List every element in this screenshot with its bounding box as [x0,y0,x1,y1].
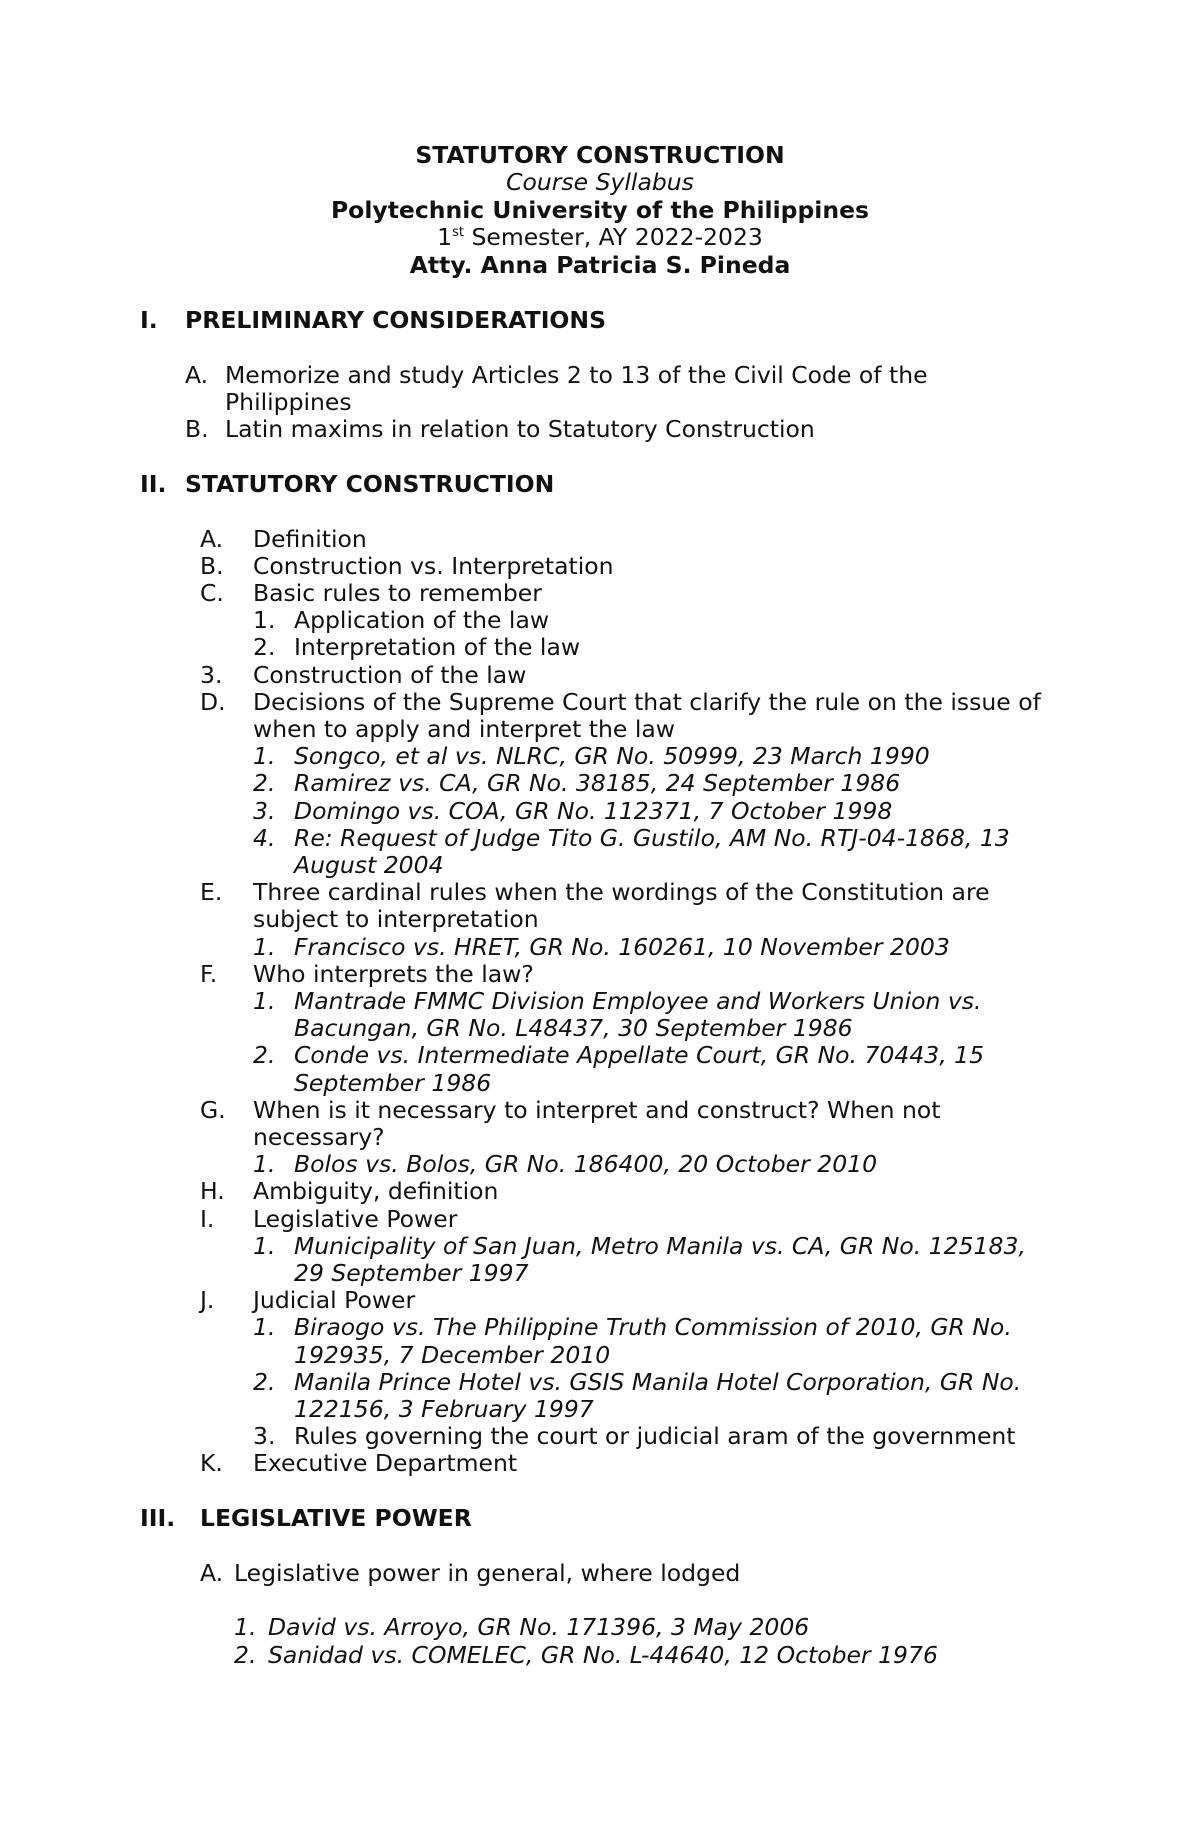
sub-item-marker: 2. [253,633,276,661]
case-citation: 29 September 1997 [294,1259,529,1287]
list-item: Construction of the law [253,661,527,689]
case-marker: 2. [234,1641,257,1669]
case-citation: Sanidad vs. COMELEC, GR No. L-44640, 12 October 1976 [268,1641,938,1669]
case-marker: 2. [253,1368,276,1396]
section-heading: LEGISLATIVE POWER [200,1504,472,1532]
list-item-marker: B. [185,415,209,443]
list-item-marker: I. [200,1205,215,1233]
case-citation: Ramirez vs. CA, GR No. 38185, 24 September 1986 [294,769,901,797]
case-citation: Francisco vs. HRET, GR No. 160261, 10 November 2003 [294,933,950,961]
list-item: Executive Department [253,1449,518,1477]
list-item: necessary? [253,1123,385,1151]
case-citation: August 2004 [294,851,444,879]
case-marker: 1. [253,1313,276,1341]
list-item: subject to interpretation [253,905,539,933]
list-item: When is it necessary to interpret and construct? When not [253,1096,941,1124]
instructor-name: Atty. Anna Patricia S. Pineda [409,251,791,279]
case-citation: Mantrade FMMC Division Employee and Workers Union vs. [294,987,982,1015]
sub-item: Application of the law [294,606,550,634]
document-title: STATUTORY CONSTRUCTION [415,141,785,169]
sub-item: Interpretation of the law [294,633,581,661]
case-marker: 4. [253,824,276,852]
case-marker: 1. [253,987,276,1015]
case-marker: 1. [253,742,276,770]
sub-item-marker: 3. [253,1422,276,1450]
list-item: Ambiguity, definition [253,1177,499,1205]
list-item: Philippines [225,388,352,416]
list-item: Decisions of the Supreme Court that clarify the rule on the issue of [253,688,1041,716]
list-item: Judicial Power [253,1286,416,1314]
section-heading: PRELIMINARY CONSIDERATIONS [185,306,607,334]
list-item-marker: J. [200,1286,215,1314]
semester-line: 1st Semester, AY 2022-2023 [437,223,763,251]
list-item: Legislative Power [253,1205,458,1233]
list-item-marker: H. [200,1177,225,1205]
list-item: Memorize and study Articles 2 to 13 of the Civil Code of the [225,361,928,389]
case-citation: Municipality of San Juan, Metro Manila vs. CA, GR No. 125183, [294,1232,1026,1260]
list-item: when to apply and interpret the law [253,715,675,743]
section-numeral: I. [140,306,158,334]
case-citation: Songco, et al vs. NLRC, GR No. 50999, 23 March 1990 [294,742,930,770]
list-item-marker: A. [185,361,209,389]
list-item-marker: B. [200,552,224,580]
section-numeral: II. [140,470,167,498]
case-citation: September 1986 [294,1069,492,1097]
case-citation: Bolos vs. Bolos, GR No. 186400, 20 October 2010 [294,1150,878,1178]
case-marker: 1. [234,1613,257,1641]
case-marker: 2. [253,769,276,797]
case-marker: 3. [253,797,276,825]
section-heading: STATUTORY CONSTRUCTION [185,470,555,498]
list-item: Who interprets the law? [253,960,534,988]
list-item: Basic rules to remember [253,579,542,607]
case-citation: 122156, 3 February 1997 [294,1395,594,1423]
list-item: Three cardinal rules when the wordings of the Constitution are [253,878,990,906]
section-numeral: III. [140,1504,176,1532]
list-item-marker: G. [200,1096,226,1124]
list-item-marker: A. [200,1559,224,1587]
case-citation: Conde vs. Intermediate Appellate Court, GR No. 70443, 15 [294,1041,985,1069]
case-marker: 2. [253,1041,276,1069]
case-citation: Biraogo vs. The Philippine Truth Commission of 2010, GR No. [294,1313,1012,1341]
case-marker: 1. [253,1232,276,1260]
list-item: Legislative power in general, where lodged [234,1559,741,1587]
list-item-marker: A. [200,525,224,553]
list-item-marker: C. [200,579,224,607]
sub-item: Rules governing the court or judicial aram of the government [294,1422,1016,1450]
list-item-marker: 3. [200,661,223,689]
list-item-marker: D. [200,688,226,716]
case-citation: David vs. Arroyo, GR No. 171396, 3 May 2006 [268,1613,810,1641]
case-citation: Manila Prince Hotel vs. GSIS Manila Hotel Corporation, GR No. [294,1368,1022,1396]
case-citation: Bacungan, GR No. L48437, 30 September 1986 [294,1014,853,1042]
list-item-marker: K. [200,1449,223,1477]
case-marker: 1. [253,1150,276,1178]
case-citation: Re: Request of Judge Tito G. Gustilo, AM No. RTJ-04-1868, 13 [294,824,1010,852]
institution-name: Polytechnic University of the Philippines [330,196,870,224]
list-item: Definition [253,525,367,553]
case-citation: Domingo vs. COA, GR No. 112371, 7 October 1998 [294,797,893,825]
sub-item-marker: 1. [253,606,276,634]
list-item: Latin maxims in relation to Statutory Construction [225,415,815,443]
list-item-marker: F. [200,960,218,988]
list-item: Construction vs. Interpretation [253,552,614,580]
case-marker: 1. [253,933,276,961]
document-subtitle: Course Syllabus [506,168,694,196]
case-citation: 192935, 7 December 2010 [294,1341,611,1369]
list-item-marker: E. [200,878,223,906]
